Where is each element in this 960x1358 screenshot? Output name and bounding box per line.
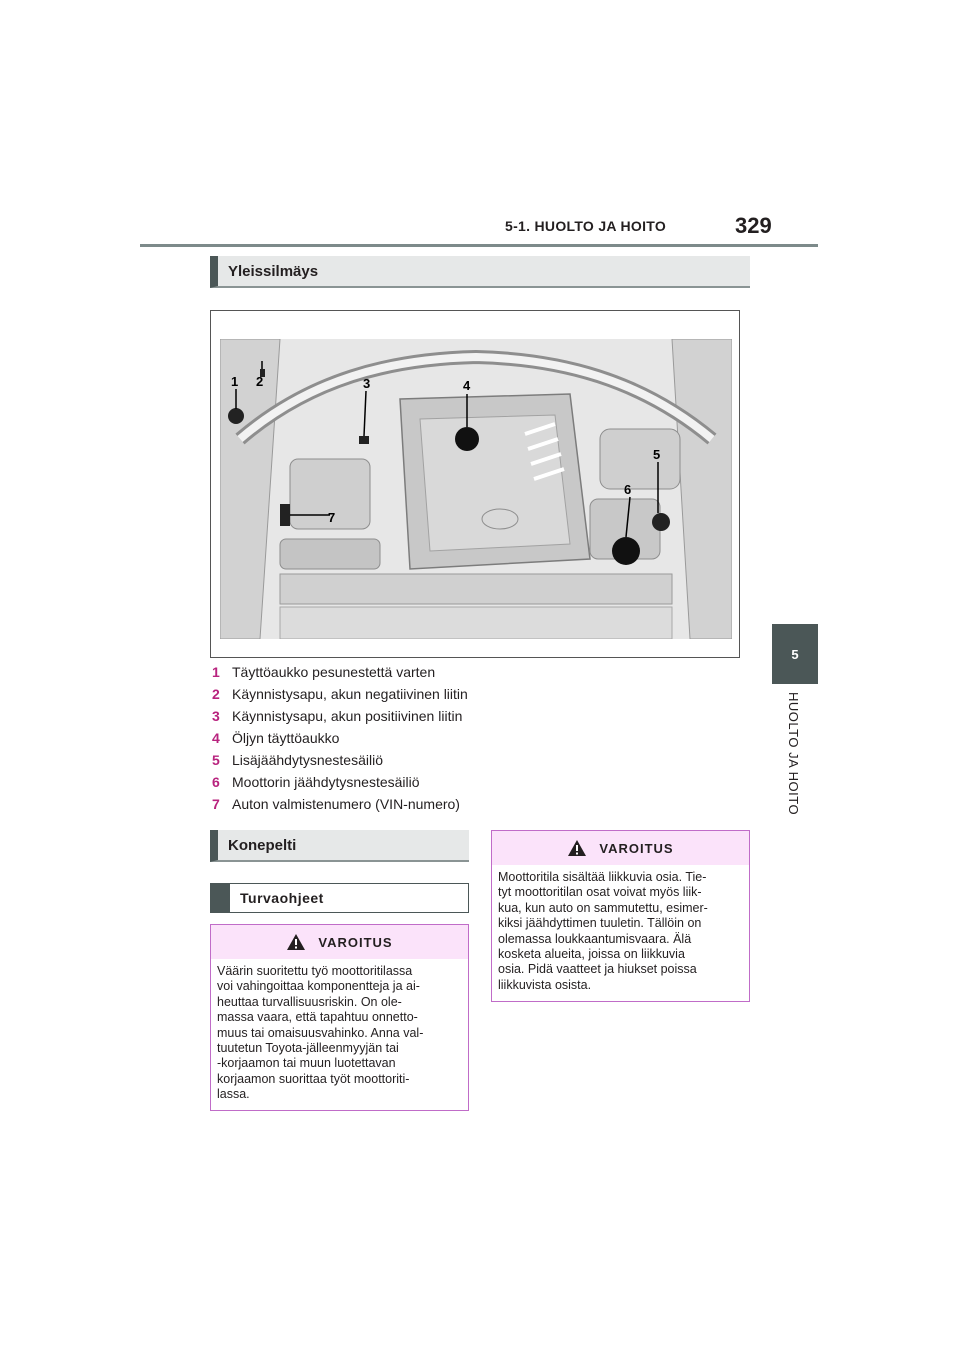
callout-4: 4	[463, 378, 471, 393]
legend-item	[212, 749, 468, 771]
legend-number: 2	[212, 686, 220, 702]
warning-triangle-icon	[286, 933, 306, 951]
engine-bay-drawing	[220, 339, 732, 639]
hood-heading-text: Konepelti	[228, 836, 297, 854]
callout-1: 1	[231, 374, 239, 389]
figure-legend	[212, 661, 468, 815]
warning-header	[211, 925, 468, 959]
legend-text: Käynnistysapu, akun negatiivinen liitin	[232, 686, 468, 702]
legend-item	[212, 683, 468, 705]
warning-title: VAROITUS	[599, 840, 674, 856]
header-divider	[140, 244, 818, 247]
chapter-tab-label: HUOLTO JA HOITO	[786, 692, 801, 816]
overview-heading	[210, 256, 750, 288]
legend-number: 5	[212, 752, 220, 768]
engine-bay-illustration	[210, 310, 740, 658]
page-number: 329	[735, 213, 772, 238]
warning-text: Väärin suoritettu työ moottoritilassa voi vahingoittaa komponentteja ja ai- heuttaa turvallisuusriskin. On ole- massa vaara, että tapahtuu onnetto- muus tai omaisuusvahinko. Anna val- tuutetun Toyota-jälleenmyyjän tai -korjaamon tai muun luotettavan korjaamon suorittaa työt moottoriti- lassa.	[217, 964, 424, 1102]
safety-subheading	[210, 883, 469, 913]
callout-7: 7	[328, 510, 336, 525]
legend-number: 4	[212, 730, 220, 746]
hood-heading	[210, 830, 469, 862]
callout-5: 5	[653, 447, 661, 462]
legend-number: 1	[212, 664, 220, 680]
legend-text: Täyttöaukko pesunestettä varten	[232, 664, 436, 680]
warning-title: VAROITUS	[318, 934, 393, 950]
legend-item	[212, 727, 468, 749]
warning-header	[492, 831, 749, 865]
callout-2: 2	[256, 374, 264, 389]
warning-box-engine-work	[210, 924, 469, 1111]
warning-triangle-icon	[567, 839, 587, 857]
callout-6: 6	[624, 482, 632, 497]
legend-number: 7	[212, 796, 220, 812]
legend-text: Öljyn täyttöaukko	[232, 730, 340, 746]
legend-item	[212, 661, 468, 683]
legend-text: Auton valmistenumero (VIN-numero)	[232, 796, 460, 812]
legend-number: 3	[212, 708, 220, 724]
chapter-tab: 5	[772, 624, 818, 684]
legend-item	[212, 771, 468, 793]
overview-heading-text: Yleissilmäys	[228, 262, 319, 280]
legend-text: Moottorin jäähdytysnestesäiliö	[232, 774, 420, 790]
legend-text: Käynnistysapu, akun positiivinen liitin	[232, 708, 463, 724]
safety-subheading-text: Turvaohjeet	[240, 890, 324, 906]
section-title: 5-1. HUOLTO JA HOITO	[505, 218, 667, 234]
legend-item	[212, 793, 468, 815]
warning-text: Moottoritila sisältää liikkuvia osia. Tie- tyt moottoritilan osat voivat myös liik- kua, kun auto on sammutettu, esimer- kiksi jäähdyttimen tuuletin. Tällöin on olemassa loukkaantumisvaara. Älä kosketa alueita, joissa on liikkuvia osia. Pidä vaatteet ja hiukset poissa liikkuvista osista.	[498, 870, 708, 992]
warning-box-moving-parts	[491, 830, 750, 1002]
legend-item	[212, 705, 468, 727]
legend-number: 6	[212, 774, 220, 790]
legend-text: Lisäjäähdytysnestesäiliö	[232, 752, 383, 768]
callout-3: 3	[363, 376, 371, 391]
